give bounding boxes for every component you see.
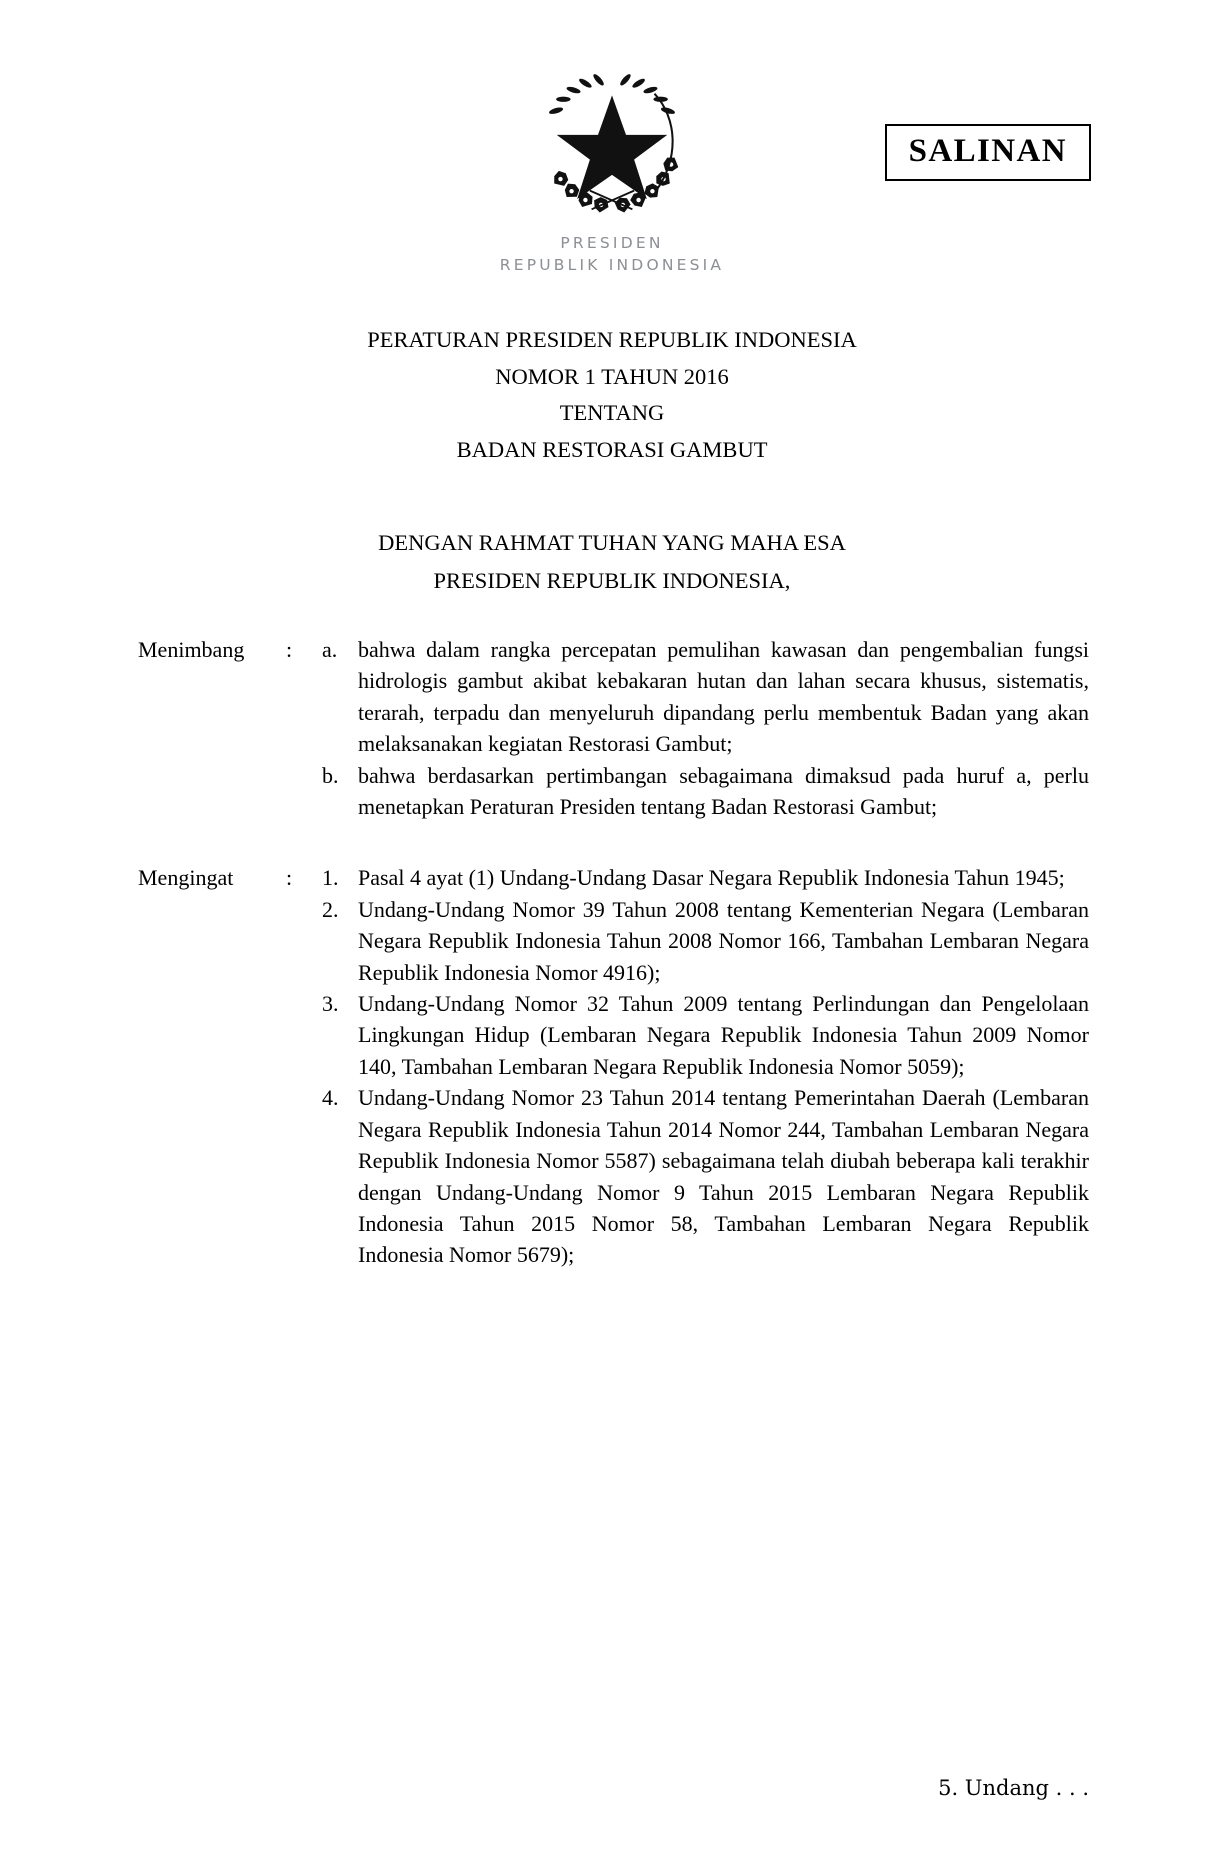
clause-menimbang — [138, 634, 1089, 822]
clause-mengingat — [138, 862, 1089, 1270]
garuda-star-wreath-emblem — [527, 58, 697, 228]
title-line-number: NOMOR 1 TAHUN 2016 — [495, 363, 729, 389]
title-line-about: TENTANG — [559, 400, 665, 425]
emblem-caption-line-2: REPUBLIK INDONESIA — [499, 256, 725, 274]
preamble-line-blessing: DENGAN RAHMAT TUHAN YANG MAHA ESA — [378, 530, 846, 555]
clause-label-mengingat: Mengingat — [138, 865, 234, 891]
item-text: Undang-Undang Nomor 39 Tahun 2008 tentang Kementerian Negara (Lembaran Negara Republik Indonesia Tahun 2008 Nomor 166, Tambahan Lembaran Negara Republik Indonesia Nomor 4916); — [358, 896, 1089, 985]
list-item — [322, 988, 1089, 1082]
page-catchword: 5. Undang . . . — [938, 1776, 1089, 1800]
salinan-stamp — [885, 124, 1091, 181]
clause-items-mengingat — [322, 862, 1089, 1270]
emblem-caption-line-1: PRESIDEN — [560, 234, 664, 252]
clause-colon-mengingat: : — [286, 865, 293, 891]
clause-colon-menimbang: : — [286, 637, 293, 662]
item-marker: 2. — [322, 896, 339, 922]
item-text: Undang-Undang Nomor 32 Tahun 2009 tentang Perlindungan dan Pengelolaan Lingkungan Hidup (Lembaran Negara Republik Indonesia Tahun 2009 Nomor 140, Tambahan Lembaran Negara Republik Indonesia Nomor 5059); — [358, 991, 1089, 1079]
item-marker: 4. — [322, 1085, 339, 1111]
document-title — [0, 322, 1224, 468]
list-item — [322, 862, 1089, 893]
item-text: Pasal 4 ayat (1) Undang-Undang Dasar Negara Republik Indonesia Tahun 1945; — [358, 865, 1065, 891]
salinan-label: SALINAN — [908, 133, 1067, 169]
item-text: bahwa berdasarkan pertimbangan sebagaimana dimaksud pada huruf a, perlu menetapkan Peraturan Presiden tentang Badan Restorasi Gambut; — [358, 762, 1089, 820]
item-marker: a. — [322, 637, 338, 662]
emblem-caption — [500, 232, 725, 276]
item-marker: 3. — [322, 991, 339, 1017]
preamble — [0, 524, 1224, 600]
list-item — [322, 634, 1089, 760]
item-text: bahwa dalam rangka percepatan pemulihan kawasan dan pengembalian fungsi hidrologis gambut akibat kebakaran hutan dan lahan secara khusus, sistematis, terarah, terpadu dan menyeluruh dipandang perlu membentuk Badan yang akan melaksanakan kegiatan Restorasi Gambut; — [358, 637, 1089, 757]
document-header — [0, 0, 1224, 300]
list-item — [322, 894, 1089, 988]
document-body — [0, 634, 1224, 1271]
item-marker: b. — [322, 762, 339, 788]
list-item — [322, 1082, 1089, 1270]
item-marker: 1. — [322, 865, 339, 891]
preamble-line-president: PRESIDEN REPUBLIK INDONESIA, — [433, 568, 791, 593]
clause-items-menimbang — [322, 634, 1089, 822]
title-line-subject: BADAN RESTORASI GAMBUT — [456, 436, 768, 462]
clause-label-menimbang: Menimbang — [138, 637, 245, 662]
title-line-regulation: PERATURAN PRESIDEN REPUBLIK INDONESIA — [367, 327, 857, 352]
item-text: Undang-Undang Nomor 23 Tahun 2014 tentang Pemerintahan Daerah (Lembaran Negara Republik Indonesia Tahun 2014 Nomor 244, Tambahan Lembaran Negara Republik Indonesia Nomor 5587) sebagaimana telah diubah beberapa kali terakhir dengan Undang-Undang Nomor 9 Tahun 2015 Lembaran Negara Republik Indonesia Tahun 2015 Nomor 58, Tambahan Lembaran Negara Republik Indonesia Nomor 5679); — [358, 1085, 1089, 1268]
list-item — [322, 760, 1089, 823]
